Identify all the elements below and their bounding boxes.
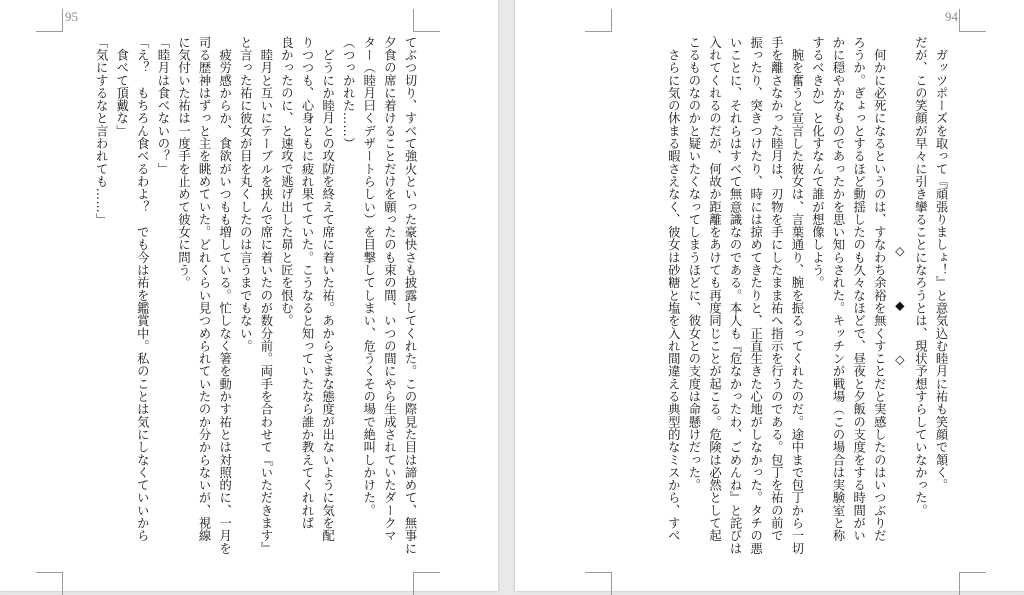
text-line: 夕食の席に着けることだけを願ったのも束の間、いつの間にやら生成されていたダークマ xyxy=(382,36,397,542)
text-line: だが、この笑顔が早々に引き攣ることになろうとは、現状予想すらしていなかった。 xyxy=(913,36,928,517)
text-line: ろうか。ぎょっとするほど動揺したのも久々なほどで、昼夜と夕飯の支度をする時間がい xyxy=(851,36,866,542)
left-page xyxy=(0,0,498,591)
right-page xyxy=(515,0,1024,591)
crop-mark-top-left xyxy=(36,9,63,32)
text-line: 「え？ もちろん食べるわよ？ でも今は祐を鑑賞中。私のことは気にしなくていいから xyxy=(135,36,150,542)
text-line: ガッツポーズを取って『頑張りましょ！』と意気込む睦月に祐も笑顔で頷く。 xyxy=(934,36,948,492)
vertical-text-column xyxy=(62,36,420,571)
text-line: 疲労感からか、食欲がいつもも増している。忙しなく箸を動かす祐とは対照的に、一月を xyxy=(217,36,232,555)
crop-mark-bottom-right xyxy=(959,572,986,595)
text-line: いことに、それらはすべて無意識なのである。本人も『危なかったわ、ごめんね』と詫びは xyxy=(728,36,743,555)
text-line: 入れてくれるのだが、何故か距離をあけても再度同じことが起こる。危険は必然として起 xyxy=(707,36,722,542)
text-line: てぶつ切り、すべて強火といった豪快さも披露してくれた。この際見た目は諦めて、無事に xyxy=(403,36,417,555)
text-line: 手を離さなかった睦月は、刃物を手にしたまま祐へ指示を行うのである。包丁を祐の前で xyxy=(769,36,784,542)
text-line: 良かったのに、と速攻で逃げ出した昴と匠を恨む。 xyxy=(279,36,294,327)
text-line: りつつも、心身ともに疲れ果てていた。こうなると知っていたなら誰か教えてくれれば xyxy=(300,36,315,530)
text-line: ター（睦月曰くデザートらしい）を目撃してしまい、危うくその場で絶叫しかけた。 xyxy=(361,36,376,517)
text-line: さらに気の休まる暇さえなく、彼女は砂糖と塩を入れ間違える典型的なミスから、すべ xyxy=(666,36,681,542)
vertical-text-column xyxy=(611,36,951,571)
text-line: どうにか睦月との攻防を終えて席に着いた祐。あからさまな態度が出ないように気を配 xyxy=(320,36,335,542)
page-number: 94 xyxy=(945,9,958,24)
page-number: 95 xyxy=(65,9,78,24)
text-line: こるものなのかと疑いたくなってしまうほどに、彼女との支度は命懸けだった。 xyxy=(686,36,701,492)
crop-mark-top-left xyxy=(585,9,612,32)
crop-mark-bottom-right xyxy=(413,572,440,595)
text-line: 睦月と互いにテーブルを挟んで席に着いたのが数分前。両手を合わせて『いただきます』 xyxy=(258,36,273,555)
text-line: （つっかれた……） xyxy=(341,36,356,150)
crop-mark-bottom-left xyxy=(585,572,612,595)
text-line: 腕を奮うと宣言した彼女は、言葉通り、腕を振るってくれたのだ。途中まで包丁から一切 xyxy=(789,36,804,555)
text-line: 食べて頂戴な」 xyxy=(114,36,129,138)
text-line: と言った祐に彼女が目を丸くしたのは言うまでもない。 xyxy=(238,36,253,353)
section-separator: ◇ ◆ ◇ xyxy=(892,244,907,381)
text-line: するべきか）と化すなんて誰が想像しよう。 xyxy=(810,36,825,289)
text-line: に気付いた祐は一度手を止めて彼女に問う。 xyxy=(176,36,191,289)
text-line: 何かに必死になるというのは、すなわち余裕を無くすことだと実感したのはいつぶりだ xyxy=(872,36,887,542)
text-line: 「気にするなと言われても……」 xyxy=(94,36,109,226)
text-line: 「睦月は食べないの？」 xyxy=(155,36,170,176)
crop-mark-top-right xyxy=(959,9,986,32)
text-line: 振ったり、突きつけたり、時には掠めてきたりと、正直生きた心地がしなかった。タチの悪 xyxy=(748,36,763,555)
text-line: かに穏やかなものであったかを思い知らされた。キッチンが戦場（この場合は実験室と称 xyxy=(831,36,846,542)
crop-mark-bottom-left xyxy=(36,572,63,595)
text-line: 司る歴神はずっと主を眺めていた。どれくらい見つめられていたのか分からないが、視線 xyxy=(197,36,212,542)
crop-mark-top-right xyxy=(413,9,440,32)
